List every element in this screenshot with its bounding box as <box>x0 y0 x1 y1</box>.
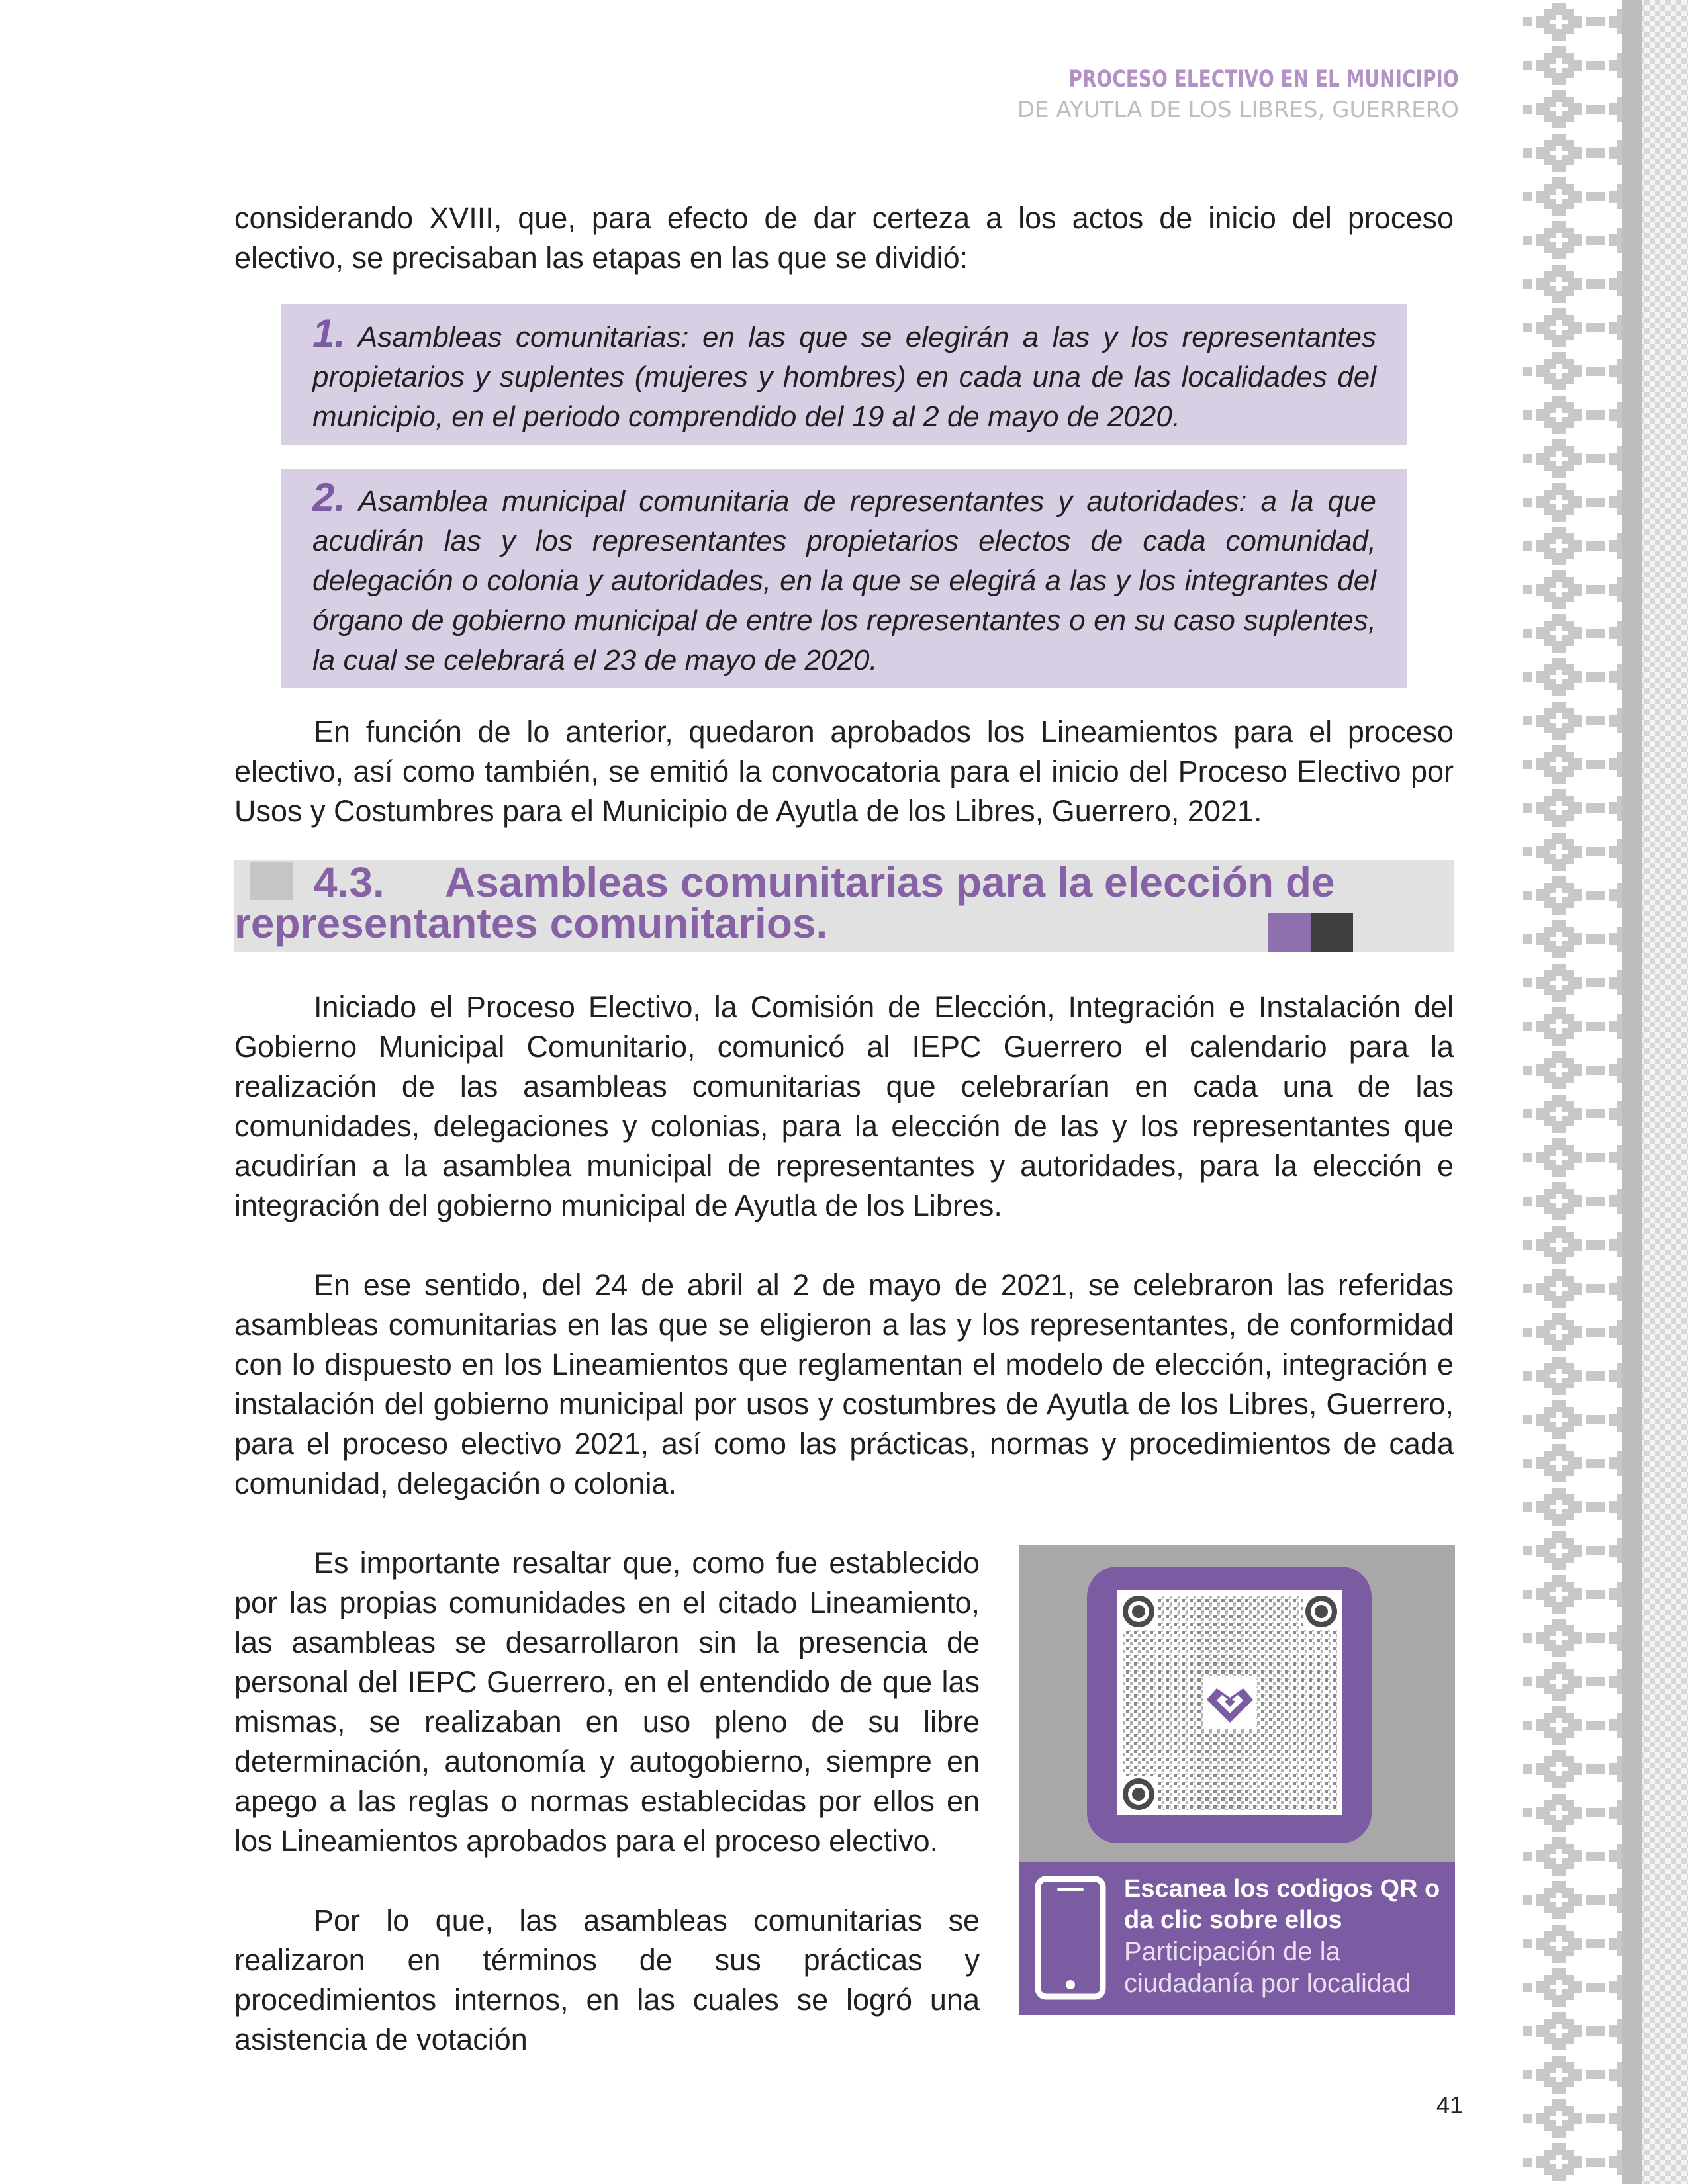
list-item-number: 1. <box>312 311 346 355</box>
page-number: 41 <box>1436 2091 1464 2118</box>
qr-caption-box <box>1019 1862 1455 2015</box>
section-heading <box>234 858 1454 947</box>
section-title-line2: representantes comunitarios. <box>234 899 828 947</box>
list-item <box>281 304 1407 445</box>
list-item-number: 2. <box>312 475 346 520</box>
qr-instruction: Escanea los codigos QR o da clic sobre ellos <box>1124 1875 1440 1934</box>
list-item-text <box>312 311 1376 437</box>
list-item-body: Asambleas comunitarias: en las que se elegirán a las y los representantes propietarios y suplentes (mujeres y hombres) en cada una de las localidades del municipio, en el periodo comprendido del 19 al 2 de mayo de 2020. <box>312 321 1376 433</box>
body-paragraph: Es importante resaltar que, como fue establecido por las propias comunidades en el citado Lineamiento, las asambleas se desarrollaron sin la presencia de personal del IEPC Guerrero, en el entendido de que las mismas, se realizaban en uso pleno de su libre determinación, autonomía y autogobierno, siempre en apego a las reglas o normas establecidas por ellos en los Lineamientos aprobados para el proceso electivo. <box>234 1546 980 1858</box>
qr-panel <box>1019 1545 1455 2015</box>
section-number: 4.3. <box>314 858 385 906</box>
list-item <box>281 469 1407 688</box>
smartphone-icon <box>1034 1875 1107 2001</box>
body-paragraph: Iniciado el Proceso Electivo, la Comisión de Elección, Integración e Instalación del Gobierno Municipal Comunitario, comunicó al IEPC Guerrero el calendario para la realización de las asambleas comunitarias que celebrarían en cada una de las comunidades, delegaciones y colonias, para la elección de las y los representantes que acudirían a la asamblea municipal de representantes y autoridades, para la elección e integración del gobierno municipal de Ayutla de los Libres. <box>234 990 1454 1222</box>
body-paragraph: En ese sentido, del 24 de abril al 2 de mayo de 2021, se celebraron las referidas asambleas comunitarias en las que se eligieron a las y los representantes, de conformidad con lo dispuesto en los Lineamientos que reglamentan el modelo de elección, integración e instalación del gobierno municipal por usos y costumbres de Ayutla de los Libres, Guerrero, para el proceso electivo 2021, así como las prácticas, normas y procedimientos de cada comunidad, delegación o colonia. <box>234 1268 1454 1500</box>
qr-code-icon[interactable] <box>1117 1590 1342 1815</box>
section-title-line1: Asambleas comunitarias para la elección de <box>445 858 1335 906</box>
intro-paragraph: considerando XVIII, que, para efecto de dar certeza a los actos de inicio del proceso electivo, se precisaban las etapas en las que se dividió: <box>234 201 1454 275</box>
list-item-text <box>312 475 1376 680</box>
body-paragraph: En función de lo anterior, quedaron aprobados los Lineamientos para el proceso electivo, así como también, se emitió la convocatoria para el inicio del Proceso Electivo por Usos y Costumbres para el Municipio de Ayutla de los Libres, Guerrero, 2021. <box>234 715 1454 828</box>
header-subtitle: DE AYUTLA DE LOS LIBRES, GUERRERO <box>1017 97 1459 123</box>
header-title: PROCESO ELECTIVO EN EL MUNICIPIO <box>1068 66 1459 93</box>
running-header <box>971 66 1459 123</box>
qr-link-label[interactable]: Participación de la ciudadanía por localidad <box>1124 1937 1411 1998</box>
qr-frame <box>1087 1567 1372 1843</box>
body-paragraph: Por lo que, las asambleas comunitarias se realizaron en términos de sus prácticas y procedimientos internos, en las cuales se logró una asistencia de votación <box>234 1903 980 2056</box>
decorative-border-pattern <box>1523 0 1688 2184</box>
list-item-body: Asamblea municipal comunitaria de representantes y autoridades: a la que acudirán las y los representantes propietarios electos de cada comunidad, delegación o colonia y autoridades, en la que se elegirá a las y los integrantes del órgano de gobierno municipal de entre los representantes o en su caso suplentes, la cual se celebrará el 23 de mayo de 2020. <box>312 485 1376 676</box>
